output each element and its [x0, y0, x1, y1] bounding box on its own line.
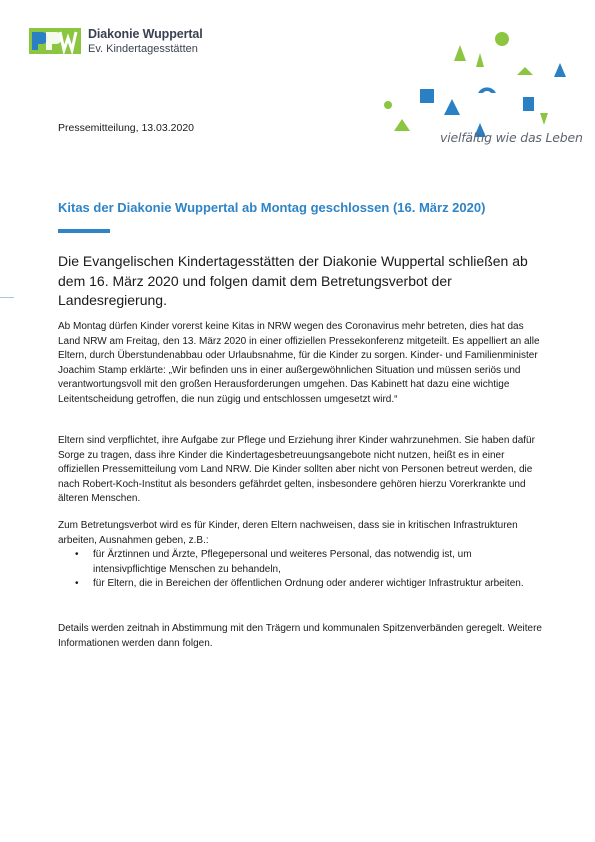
- decorative-shapes-icon: [380, 25, 570, 145]
- body-paragraph-3: Zum Betretungsverbot wird es für Kinder, deren Eltern nachweisen, dass sie in kritischen Infrastrukturen arbeiten, Ausnahmen geben, z.B.:: [58, 520, 518, 546]
- logo-org-name: Diakonie Wuppertal: [88, 27, 203, 41]
- bullet-icon: •: [75, 578, 79, 590]
- press-release-date: Pressemitteilung, 13.03.2020: [58, 122, 195, 134]
- body-paragraph-2: Eltern sind verpflichtet, ihre Aufgabe zur Pflege und Erziehung ihrer Kinder wahrzunehmen. Sie haben dafür Sorge zu tragen, dass ihre Kinder die Kindertagesbetreuungsangebote nicht nutzen, heißt es in einer offiziellen Pressemitteilung vom Land NRW. Die Kinder sollten aber nicht von Personen betreut werden, die nach Robert-Koch-Institut als besonders gefährdet gelten, insbesondere gehören hierzu Vorerkrankte und älteren Menschen.: [58, 435, 535, 505]
- body-paragraph-4: Details werden zeitnah in Abstimmung mit den Trägern und kommunalen Spitzenverbänden geregelt. Weitere Informationen werden dann folgen.: [58, 623, 542, 649]
- logo-org-subtitle: Ev. Kindertagesstätten: [88, 43, 198, 55]
- list-item-text: für Eltern, die in Bereichen der öffentlichen Ordnung oder anderer wichtiger Infrastruktur arbeiten.: [93, 578, 524, 590]
- headline-underline: [58, 229, 110, 233]
- bullet-icon: •: [75, 549, 79, 560]
- slogan: vielfältig wie das Leben: [440, 130, 583, 145]
- headline: Kitas der Diakonie Wuppertal ab Montag geschlossen (16. März 2020): [58, 200, 486, 215]
- lead-paragraph: Die Evangelischen Kindertagesstätten der Diakonie Wuppertal schließen ab dem 16. März 2020 und folgen damit dem Betretungsverbot der Landesregierung.: [58, 253, 528, 308]
- list-item-text: für Ärztinnen und Ärzte, Pflegepersonal und weiteres Personal, das notwendig ist, um intensivpflichtige Menschen zu behandeln,: [93, 549, 472, 575]
- list-item: [58, 548, 543, 577]
- exceptions-list: [58, 548, 543, 592]
- diakonie-logo-mark-icon: [29, 28, 81, 54]
- fold-mark: [0, 297, 14, 298]
- list-item: [58, 577, 543, 592]
- body-paragraph-1: Ab Montag dürfen Kinder vorerst keine Kitas in NRW wegen des Coronavirus mehr betreten, dies hat das Land NRW am Freitag, den 13. März 2020 in einer offiziellen Pressekonferenz mitgeteilt. Es appelliert an alle Eltern, durch Überstundenabbau oder Urlaubsnahme, für die Kinder zu sorgen. Kinder- und Familienminister Joachim Stamp erklärte: „Wir befinden uns in einer außergewöhnlichen Situation und müssen seriös und verantwortungsvoll mit den großen Herausforderungen umgehen. Das Kabinett hat dazu eine wichtige Leitentscheidung getroffen, die nun zügig und entschlossen umgesetzt wird.“: [58, 321, 540, 405]
